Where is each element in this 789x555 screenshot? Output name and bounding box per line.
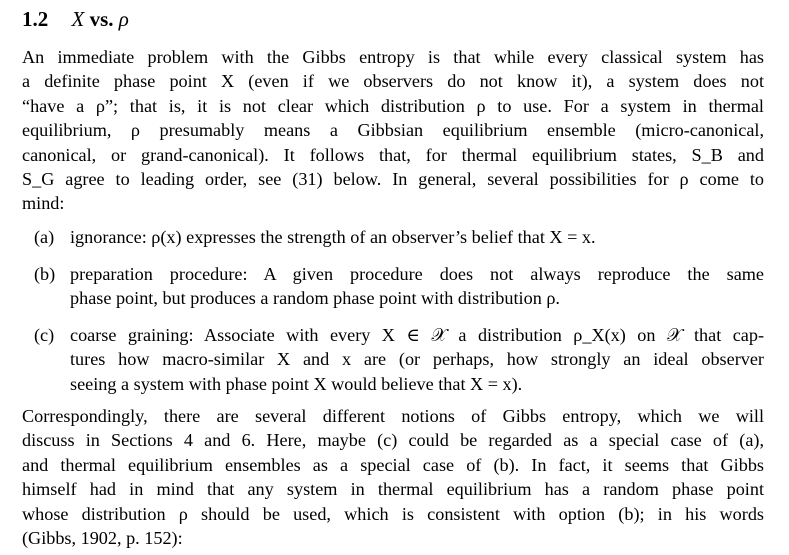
text-line: a definite phase point X (even if we observers do not know it), a system does not [22,71,764,92]
section-heading [22,6,129,32]
section-title-rho: ρ [118,7,129,31]
text-line: “have a ρ”; that is, it is not clear which distribution ρ to use. For a system in thermal [22,95,764,116]
text-line: whose distribution ρ should be used, which is consistent with option (b); in his words [22,503,764,524]
text-line: preparation procedure: A given procedure does not always reproduce the same [70,264,764,284]
text-line: phase point, but produces a random phase point with distribution ρ. [70,288,560,309]
list-item-b [22,262,764,311]
paragraph-intro [22,45,764,216]
section-title-x: X [71,7,85,31]
text-line: discuss in Sections 4 and 6. Here, maybe (c) could be regarded as a special case of (a), [22,430,764,451]
text-line: and thermal equilibrium ensembles as a special case of (b). In fact, it seems that Gibbs [22,454,764,475]
text-line: equilibrium, ρ presumably means a Gibbsian equilibrium ensemble (micro-canonical, [22,120,764,141]
list-item-c [22,323,764,396]
text-line: tures how macro-similar X and x are (or perhaps, how strongly an ideal observer [70,349,764,370]
section-title [72,7,129,31]
list-item-label: (c) [34,325,55,345]
text-line: S_G agree to leading order, see (31) below. In general, several possibilities for ρ come to [22,169,764,190]
section-title-vs: vs. [89,7,114,31]
text-line: (Gibbs, 1902, p. 152): [22,528,183,549]
text-line: seeing a system with phase point X would believe that X = x). [70,373,523,394]
section-number: 1.2 [22,7,49,31]
paragraph-notions [22,404,764,550]
text-line: mind: [22,193,65,214]
list-item-label: (a) [34,227,55,247]
text-line: ignorance: ρ(x) expresses the strength of an observer’s belief that X = x. [70,227,596,247]
list-item-a [22,225,764,249]
list-item-label: (b) [34,264,56,284]
text-line: himself had in mind that any system in thermal equilibrium has a random phase point [22,479,764,500]
text-line: canonical, or grand-canonical). It follows that, for thermal equilibrium states, S_B and [22,144,764,165]
text-line: Correspondingly, there are several different notions of Gibbs entropy, which we will [22,406,764,426]
text-line: coarse graining: Associate with every X ∈ 𝒳 a distribution ρ_X(x) on 𝒳 that cap- [70,325,764,345]
text-line: An immediate problem with the Gibbs entropy is that while every classical system has [22,47,764,67]
